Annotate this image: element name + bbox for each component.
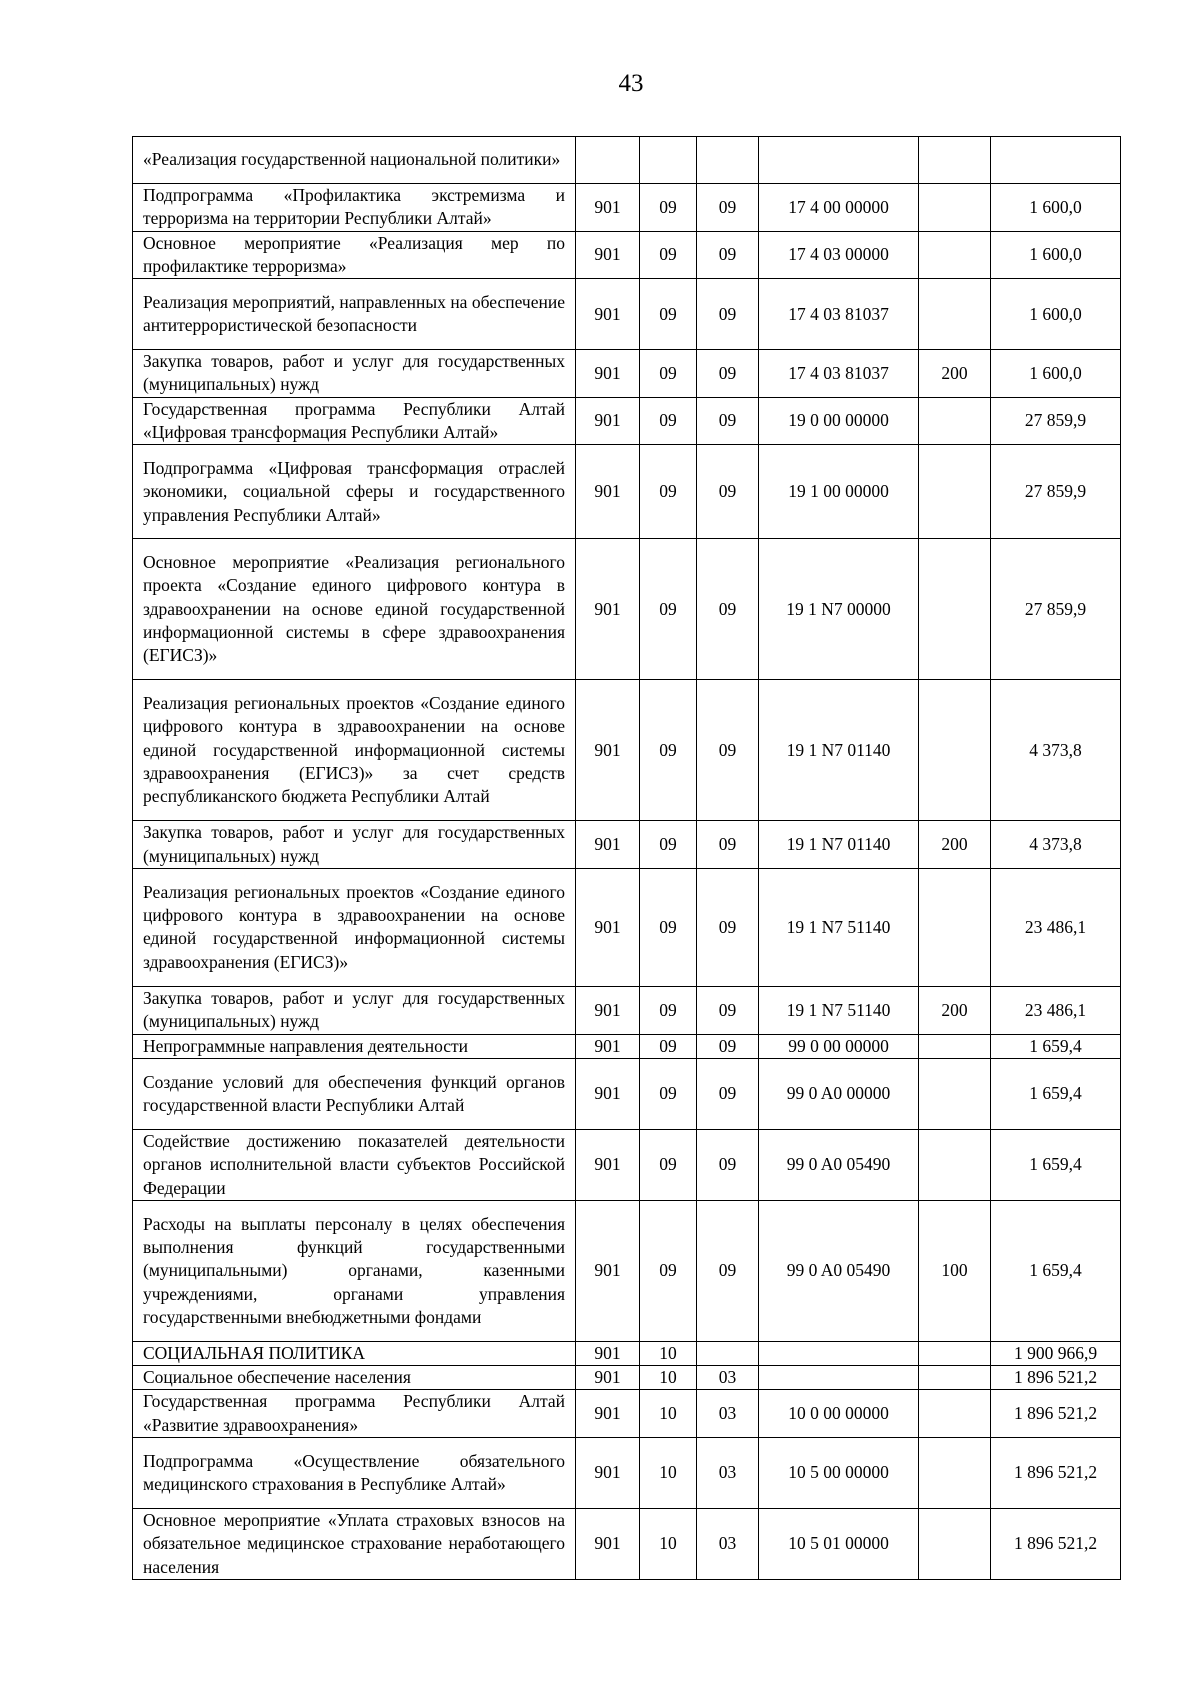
- cell-target-article: 10 5 00 00000: [759, 1438, 919, 1509]
- cell-section-code: 09: [640, 445, 697, 539]
- cell-section-code: 10: [640, 1341, 697, 1365]
- cell-subsection-code: 09: [697, 1034, 759, 1058]
- cell-target-article: 19 1 N7 01140: [759, 680, 919, 821]
- budget-table: [132, 136, 1121, 1580]
- table-row: [133, 137, 1121, 184]
- cell-amount: 1 600,0: [991, 350, 1121, 398]
- cell-subsection-code: 09: [697, 279, 759, 350]
- cell-subsection-code: [697, 137, 759, 184]
- cell-amount: 1 600,0: [991, 279, 1121, 350]
- cell-expense-type: [919, 1509, 991, 1580]
- cell-ministry-code: 901: [576, 1129, 640, 1200]
- table-row: [133, 1058, 1121, 1129]
- cell-target-article: 99 0 A0 05490: [759, 1200, 919, 1341]
- cell-amount: 1 659,4: [991, 1034, 1121, 1058]
- cell-ministry-code: 901: [576, 1200, 640, 1341]
- cell-target-article: 17 4 00 00000: [759, 184, 919, 232]
- cell-ministry-code: 901: [576, 1509, 640, 1580]
- cell-ministry-code: 901: [576, 821, 640, 869]
- cell-description: Закупка товаров, работ и услуг для государственных (муниципальных) нужд: [133, 821, 576, 869]
- cell-description: Непрограммные направления деятельности: [133, 1034, 576, 1058]
- cell-subsection-code: 09: [697, 986, 759, 1034]
- cell-description: Основное мероприятие «Реализация регионального проекта «Создание единого цифрового контура в здравоохранении на основе единой государственной информационной системы в сфере здравоохранения (ЕГИСЗ)»: [133, 539, 576, 680]
- cell-amount: 1 896 521,2: [991, 1509, 1121, 1580]
- table-row: [133, 1341, 1121, 1365]
- cell-amount: 1 896 521,2: [991, 1438, 1121, 1509]
- cell-ministry-code: 901: [576, 868, 640, 986]
- table-row: [133, 445, 1121, 539]
- table-row: [133, 1438, 1121, 1509]
- cell-section-code: 10: [640, 1438, 697, 1509]
- cell-subsection-code: 09: [697, 231, 759, 279]
- cell-subsection-code: 09: [697, 1200, 759, 1341]
- cell-amount: 1 896 521,2: [991, 1366, 1121, 1390]
- cell-ministry-code: 901: [576, 231, 640, 279]
- cell-expense-type: [919, 1390, 991, 1438]
- cell-target-article: 99 0 A0 00000: [759, 1058, 919, 1129]
- table-row: [133, 680, 1121, 821]
- cell-amount: 1 600,0: [991, 231, 1121, 279]
- cell-target-article: 99 0 00 00000: [759, 1034, 919, 1058]
- table-row: [133, 397, 1121, 445]
- cell-target-article: 19 0 00 00000: [759, 397, 919, 445]
- cell-description: Основное мероприятие «Уплата страховых взносов на обязательное медицинское страхование неработающего населения: [133, 1509, 576, 1580]
- cell-expense-type: [919, 184, 991, 232]
- cell-target-article: [759, 137, 919, 184]
- cell-ministry-code: 901: [576, 279, 640, 350]
- cell-description: Реализация региональных проектов «Создание единого цифрового контура в здравоохранении на основе единой государственной информационной системы здравоохранения (ЕГИСЗ)»: [133, 868, 576, 986]
- cell-description: Подпрограмма «Цифровая трансформация отраслей экономики, социальной сферы и государственного управления Республики Алтай»: [133, 445, 576, 539]
- cell-target-article: 19 1 N7 00000: [759, 539, 919, 680]
- cell-description: Подпрограмма «Осуществление обязательного медицинского страхования в Республике Алтай»: [133, 1438, 576, 1509]
- cell-section-code: 10: [640, 1390, 697, 1438]
- table-row: [133, 279, 1121, 350]
- table-row: [133, 1129, 1121, 1200]
- table-row: [133, 350, 1121, 398]
- cell-expense-type: 200: [919, 350, 991, 398]
- cell-subsection-code: 09: [697, 184, 759, 232]
- cell-amount: 4 373,8: [991, 680, 1121, 821]
- cell-description: Расходы на выплаты персоналу в целях обеспечения выполнения функций государственными (муниципальными) органами, казенными учреждениями, органами управления государственными внебюджетными фондами: [133, 1200, 576, 1341]
- cell-expense-type: [919, 1341, 991, 1365]
- table-row: [133, 231, 1121, 279]
- cell-section-code: 09: [640, 350, 697, 398]
- cell-section-code: 09: [640, 1129, 697, 1200]
- table-row: [133, 1034, 1121, 1058]
- cell-section-code: [640, 137, 697, 184]
- cell-target-article: 19 1 N7 51140: [759, 868, 919, 986]
- cell-amount: 23 486,1: [991, 986, 1121, 1034]
- table-row: [133, 1390, 1121, 1438]
- cell-description: Государственная программа Республики Алтай «Развитие здравоохранения»: [133, 1390, 576, 1438]
- cell-description: Подпрограмма «Профилактика экстремизма и терроризма на территории Республики Алтай»: [133, 184, 576, 232]
- cell-amount: 1 900 966,9: [991, 1341, 1121, 1365]
- cell-ministry-code: 901: [576, 350, 640, 398]
- cell-subsection-code: 09: [697, 680, 759, 821]
- cell-target-article: 10 5 01 00000: [759, 1509, 919, 1580]
- cell-amount: 27 859,9: [991, 445, 1121, 539]
- cell-expense-type: [919, 1034, 991, 1058]
- cell-target-article: [759, 1341, 919, 1365]
- cell-ministry-code: 901: [576, 680, 640, 821]
- table-row: [133, 821, 1121, 869]
- cell-target-article: 19 1 N7 51140: [759, 986, 919, 1034]
- cell-expense-type: [919, 539, 991, 680]
- cell-ministry-code: 901: [576, 1390, 640, 1438]
- table-row: [133, 184, 1121, 232]
- cell-amount: 1 659,4: [991, 1200, 1121, 1341]
- cell-description: Содействие достижению показателей деятельности органов исполнительной власти субъектов Российской Федерации: [133, 1129, 576, 1200]
- cell-expense-type: [919, 137, 991, 184]
- cell-expense-type: [919, 868, 991, 986]
- cell-amount: [991, 137, 1121, 184]
- cell-subsection-code: [697, 1341, 759, 1365]
- cell-section-code: 09: [640, 821, 697, 869]
- cell-ministry-code: 901: [576, 1366, 640, 1390]
- cell-ministry-code: [576, 137, 640, 184]
- cell-description: Закупка товаров, работ и услуг для государственных (муниципальных) нужд: [133, 986, 576, 1034]
- budget-table-body: [133, 137, 1121, 1580]
- cell-expense-type: 100: [919, 1200, 991, 1341]
- cell-section-code: 09: [640, 184, 697, 232]
- cell-target-article: 99 0 A0 05490: [759, 1129, 919, 1200]
- cell-ministry-code: 901: [576, 1058, 640, 1129]
- page-number: 43: [618, 70, 644, 97]
- cell-expense-type: [919, 1438, 991, 1509]
- cell-description: СОЦИАЛЬНАЯ ПОЛИТИКА: [133, 1341, 576, 1365]
- cell-expense-type: 200: [919, 821, 991, 869]
- table-row: [133, 1509, 1121, 1580]
- cell-target-article: 19 1 N7 01140: [759, 821, 919, 869]
- cell-target-article: 17 4 03 00000: [759, 231, 919, 279]
- cell-expense-type: [919, 1129, 991, 1200]
- cell-subsection-code: 03: [697, 1438, 759, 1509]
- cell-target-article: 17 4 03 81037: [759, 279, 919, 350]
- cell-subsection-code: 09: [697, 397, 759, 445]
- cell-expense-type: [919, 279, 991, 350]
- cell-amount: 23 486,1: [991, 868, 1121, 986]
- cell-ministry-code: 901: [576, 1034, 640, 1058]
- cell-expense-type: [919, 397, 991, 445]
- cell-section-code: 10: [640, 1509, 697, 1580]
- cell-description: Закупка товаров, работ и услуг для государственных (муниципальных) нужд: [133, 350, 576, 398]
- cell-subsection-code: 03: [697, 1390, 759, 1438]
- cell-ministry-code: 901: [576, 1438, 640, 1509]
- cell-section-code: 09: [640, 868, 697, 986]
- cell-section-code: 09: [640, 1058, 697, 1129]
- cell-subsection-code: 03: [697, 1509, 759, 1580]
- cell-subsection-code: 09: [697, 445, 759, 539]
- table-row: [133, 1200, 1121, 1341]
- cell-ministry-code: 901: [576, 986, 640, 1034]
- cell-amount: 1 600,0: [991, 184, 1121, 232]
- cell-description: Основное мероприятие «Реализация мер по профилактике терроризма»: [133, 231, 576, 279]
- cell-subsection-code: 03: [697, 1366, 759, 1390]
- cell-amount: 1 659,4: [991, 1129, 1121, 1200]
- cell-ministry-code: 901: [576, 184, 640, 232]
- cell-ministry-code: 901: [576, 445, 640, 539]
- cell-amount: 1 659,4: [991, 1058, 1121, 1129]
- cell-subsection-code: 09: [697, 821, 759, 869]
- cell-expense-type: 200: [919, 986, 991, 1034]
- cell-section-code: 09: [640, 279, 697, 350]
- cell-target-article: 10 0 00 00000: [759, 1390, 919, 1438]
- cell-ministry-code: 901: [576, 1341, 640, 1365]
- cell-expense-type: [919, 445, 991, 539]
- cell-description: «Реализация государственной национальной политики»: [133, 137, 576, 184]
- cell-subsection-code: 09: [697, 868, 759, 986]
- cell-ministry-code: 901: [576, 397, 640, 445]
- cell-section-code: 09: [640, 1034, 697, 1058]
- table-row: [133, 986, 1121, 1034]
- table-row: [133, 1366, 1121, 1390]
- cell-subsection-code: 09: [697, 539, 759, 680]
- cell-section-code: 09: [640, 231, 697, 279]
- cell-target-article: 19 1 00 00000: [759, 445, 919, 539]
- cell-description: Социальное обеспечение населения: [133, 1366, 576, 1390]
- cell-amount: 1 896 521,2: [991, 1390, 1121, 1438]
- cell-section-code: 09: [640, 1200, 697, 1341]
- cell-expense-type: [919, 231, 991, 279]
- cell-expense-type: [919, 1366, 991, 1390]
- cell-expense-type: [919, 1058, 991, 1129]
- cell-target-article: 17 4 03 81037: [759, 350, 919, 398]
- cell-section-code: 09: [640, 539, 697, 680]
- cell-amount: 4 373,8: [991, 821, 1121, 869]
- cell-section-code: 09: [640, 680, 697, 821]
- cell-section-code: 10: [640, 1366, 697, 1390]
- cell-amount: 27 859,9: [991, 397, 1121, 445]
- cell-description: Реализация региональных проектов «Создание единого цифрового контура в здравоохранении на основе единой государственной информационной системы здравоохранения (ЕГИСЗ)» за счет средств республиканского бюджета Республики Алтай: [133, 680, 576, 821]
- cell-description: Государственная программа Республики Алтай «Цифровая трансформация Республики Алтай»: [133, 397, 576, 445]
- cell-expense-type: [919, 680, 991, 821]
- cell-amount: 27 859,9: [991, 539, 1121, 680]
- table-row: [133, 868, 1121, 986]
- cell-subsection-code: 09: [697, 350, 759, 398]
- cell-section-code: 09: [640, 397, 697, 445]
- table-row: [133, 539, 1121, 680]
- cell-description: Реализация мероприятий, направленных на обеспечение антитеррористической безопасности: [133, 279, 576, 350]
- cell-subsection-code: 09: [697, 1058, 759, 1129]
- cell-ministry-code: 901: [576, 539, 640, 680]
- cell-subsection-code: 09: [697, 1129, 759, 1200]
- cell-description: Создание условий для обеспечения функций органов государственной власти Республики Алтай: [133, 1058, 576, 1129]
- cell-target-article: [759, 1366, 919, 1390]
- cell-section-code: 09: [640, 986, 697, 1034]
